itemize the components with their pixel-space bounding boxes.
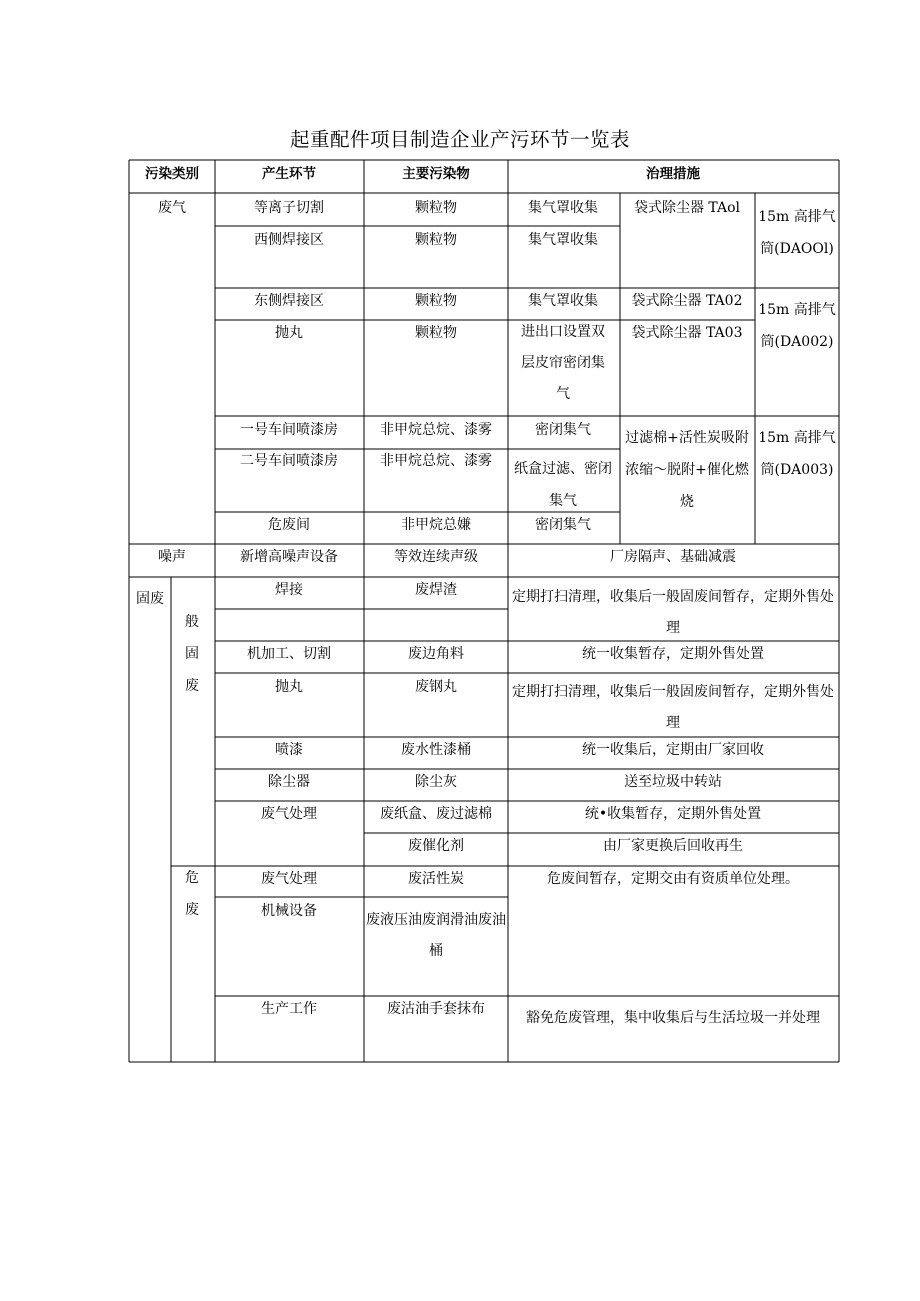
table-cell: 危废间暂存，定期交由有资质单位处理。 — [547, 871, 799, 887]
table-cell: 非甲烷总烷、漆雾 — [380, 453, 492, 469]
stack-da003: 15m 高排气筒(DA003) — [758, 430, 836, 478]
table-cell: 统一收集后，定期由厂家回收 — [582, 742, 764, 758]
table-cell: 除尘灰 — [415, 774, 457, 790]
table-cell: 送至垃圾中转站 — [624, 774, 722, 790]
table-cell: 厂房隔声、基础减震 — [610, 549, 736, 565]
table-cell: 定期打扫清理，收集后一般固废间暂存，定期外售处理 — [512, 684, 834, 731]
table-cell: 废水性漆桶 — [401, 742, 471, 758]
table-cell: 集气罩收集 — [528, 232, 598, 248]
header-measures: 治理措施 — [646, 166, 700, 182]
table-cell: 由厂家更换后回收再生 — [603, 838, 743, 854]
table-cell: 颗粒物 — [415, 325, 457, 341]
table-cell: 颗粒物 — [415, 200, 457, 216]
table-cell: 豁免危废管理，集中收集后与生活垃圾一并处理 — [526, 1010, 820, 1026]
table-cell: 废催化剂 — [408, 838, 464, 854]
table-cell: 废纸盒、废过滤棉 — [380, 806, 492, 822]
table-cell: 废沽油手套抹布 — [387, 1001, 485, 1017]
table-cell: 西侧焊接区 — [254, 232, 324, 248]
stack-da002: 15m 高排气筒(DA002) — [758, 302, 836, 350]
subcategory-hazardous: 危废 — [185, 870, 199, 918]
table-cell: 生产工作 — [261, 1001, 317, 1017]
stack-da001: 15m 高排气筒(DAOOl) — [758, 209, 836, 257]
table-cell: 机加工、切割 — [247, 646, 331, 662]
table-cell: 抛丸 — [275, 325, 303, 341]
table-cell: 一号车间喷漆房 — [240, 422, 338, 438]
table-cell: 非甲烷总嫌 — [401, 517, 471, 533]
table-cell: 统一收集暂存，定期外售处置 — [582, 646, 764, 662]
table-cell: 二号车间喷漆房 — [240, 453, 338, 469]
table-cell: 焊接 — [275, 582, 303, 598]
table-cell: 非甲烷总烷、漆雾 — [380, 422, 492, 438]
header-pollutant: 主要污染物 — [402, 166, 470, 182]
table-cell: 废焊渣 — [415, 582, 457, 598]
table-cell: 东侧焊接区 — [254, 293, 324, 309]
table-cell: 颗粒物 — [415, 232, 457, 248]
page-title: 起重配件项目制造企业产污环节一览表 — [289, 128, 630, 151]
table-cell: 等效连续声级 — [394, 549, 478, 565]
treatment-ta03: 袋式除尘器 TA03 — [631, 325, 743, 341]
table-cell: 危废间 — [268, 517, 310, 533]
table-cell: 集气罩收集 — [528, 293, 598, 309]
table-cell: 密闭集气 — [535, 517, 591, 533]
table-cell: 废活性炭 — [408, 871, 464, 887]
table-cell: 喷漆 — [275, 742, 303, 758]
table-cell: 纸盒过滤、密闭集气 — [514, 461, 612, 509]
table-cell: 等离子切割 — [254, 200, 324, 216]
table-cell: 集气罩收集 — [528, 200, 598, 216]
category-waste-gas: 废气 — [158, 200, 186, 216]
table-cell: 废气处理 — [261, 806, 317, 822]
table-cell: 废钢丸 — [415, 679, 457, 695]
treatment-vocs: 过滤棉+活性炭吸附浓缩～脱附+催化燃烧 — [625, 430, 749, 510]
treatment-ta02: 袋式除尘器 TA02 — [631, 293, 743, 309]
table-cell: 颗粒物 — [415, 293, 457, 309]
table-cell: 废边角料 — [408, 646, 464, 662]
table-cell: 抛丸 — [275, 679, 303, 695]
table-cell: 除尘器 — [268, 774, 310, 790]
category-noise: 噪声 — [158, 549, 186, 565]
table-cell: 新增高噪声设备 — [240, 549, 338, 565]
table-cell: 统•收集暂存，定期外售处置 — [584, 806, 762, 822]
treatment-ta01: 袋式除尘器 TAol — [633, 200, 741, 216]
subcategory-general: 般固废 — [185, 614, 199, 694]
table-cell: 机械设备 — [261, 903, 317, 919]
table-cell: 进出口设置双层皮帘密闭集气 — [521, 324, 605, 402]
table-cell: 定期打扫清理，收集后一般固废间暂存，定期外售处理 — [512, 589, 834, 636]
header-source: 产生环节 — [262, 166, 316, 182]
table-cell: 密闭集气 — [535, 422, 591, 438]
category-solid-waste: 固废 — [136, 591, 164, 607]
table-cell: 废液压油废润滑油废油桶 — [366, 912, 506, 959]
table-cell: 废气处理 — [261, 871, 317, 887]
header-category: 污染类别 — [145, 166, 199, 182]
